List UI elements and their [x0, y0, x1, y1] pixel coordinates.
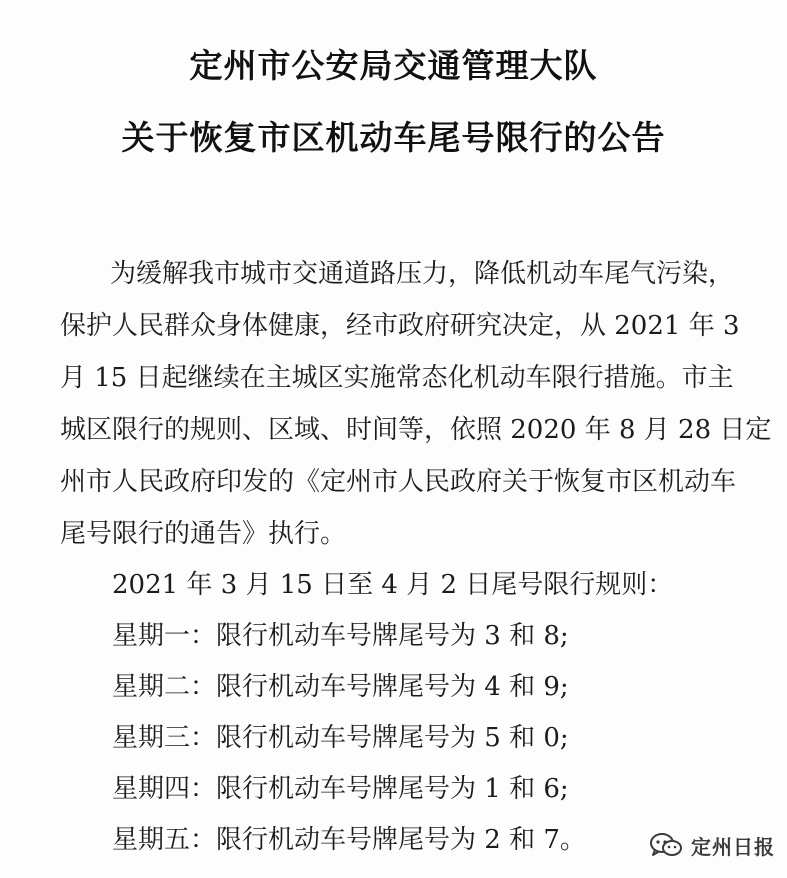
paragraph-line-2: 保护人民群众身体健康，经市政府研究决定，从 2021 年 3: [60, 311, 740, 341]
rule-text: 限行机动车号牌尾号为 3 和 8;: [216, 621, 569, 651]
rule-text: 限行机动车号牌尾号为 5 和 0;: [216, 723, 569, 753]
paragraph-line-5: 州市人民政府印发的《定州市人民政府关于恢复市区机动车: [60, 467, 737, 497]
paragraph-line-1: 为缓解我市城市交通道路压力，降低机动车尾气污染，: [110, 259, 735, 289]
watermark-text: 定州日报: [691, 834, 775, 859]
wechat-icon: [649, 832, 683, 858]
wechat-watermark: [649, 828, 775, 862]
rule-text: 限行机动车号牌尾号为 1 和 6;: [216, 774, 569, 804]
paragraph-line-4: 城区限行的规则、区域、时间等，依照 2020 年 8 月 28 日定: [60, 415, 772, 445]
rule-day-label: 星期四：: [112, 774, 217, 804]
paragraph-line-6: 尾号限行的通告》执行。: [60, 519, 347, 549]
document-title-line-1: 定州市公安局交通管理大队: [189, 46, 598, 85]
rules-heading: 2021 年 3 月 15 日至 4 月 2 日尾号限行规则：: [112, 570, 674, 600]
rule-day-label: 星期一：: [112, 621, 217, 651]
rule-day-label: 星期五：: [112, 825, 217, 855]
rule-thursday: [112, 773, 569, 805]
rule-friday: [112, 824, 586, 856]
rule-text: 限行机动车号牌尾号为 2 和 7。: [216, 825, 586, 855]
paragraph-line-3: 月 15 日起继续在主城区实施常态化机动车限行措施。市主: [60, 363, 734, 393]
rule-day-label: 星期二：: [112, 672, 217, 702]
rule-tuesday: [112, 671, 569, 703]
document-title-line-2: 关于恢复市区机动车尾号限行的公告: [121, 118, 666, 157]
rule-wednesday: [112, 722, 569, 754]
rule-day-label: 星期三：: [112, 723, 217, 753]
rule-text: 限行机动车号牌尾号为 4 和 9;: [216, 672, 569, 702]
rule-monday: [112, 620, 569, 652]
